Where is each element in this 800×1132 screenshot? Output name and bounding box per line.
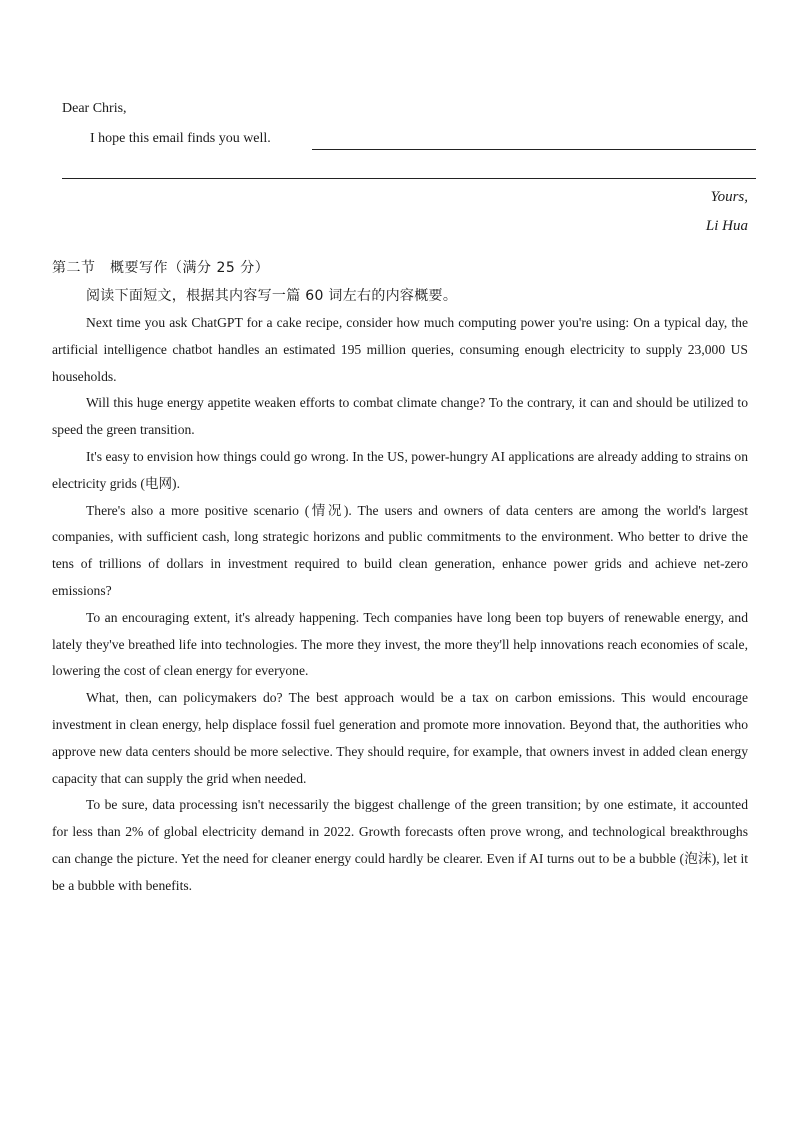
letter-closing: Yours, [710,189,748,205]
passage-paragraph: To an encouraging extent, it's already happening. Tech companies have long been top buyers of renewable energy, and lately they've breathed life into technologies. The more they invest, the more they'll help innovations reach economies of scale, lowering the cost of clean energy for everyone. [52,609,748,679]
passage-paragraph: Will this huge energy appetite weaken efforts to combat climate change? To the contrary, it can and should be utilized to speed the green transition. [52,395,748,438]
section-heading: 第二节 概要写作（满分 25 分） [52,260,270,276]
section-instruction: 阅读下面短文，根据其内容写一篇 60 词左右的内容概要。 [86,288,458,304]
reading-passage [52,310,748,900]
passage-paragraph: To be sure, data processing isn't necessarily the biggest challenge of the green transition; by one estimate, it accounted for less than 2% of global electricity demand in 2022. Growth forecasts often prove wrong, and technological breakthroughs can change the picture. Yet the need for cleaner energy could hardly be clearer. Even if AI turns out to be a bubble (泡沫), let it be a bubble with benefits. [52,797,748,893]
letter-greeting: Dear Chris, [62,101,127,116]
passage-paragraph: There's also a more positive scenario (情况). The users and owners of data centers are among the world's largest companies, with sufficient cash, long strategic horizons and public commitments to the environment. Who better to drive the tens of trillions of dollars in investment required to build clean generation, enhance power grids and achieve net-zero emissions? [52,502,748,598]
passage-paragraph: It's easy to envision how things could go wrong. In the US, power-hungry AI applications are already adding to strains on electricity grids (电网). [52,448,748,491]
letter-signature: Li Hua [705,218,748,234]
letter-opening-sentence: I hope this email finds you well. [90,131,271,146]
passage-paragraph: What, then, can policymakers do? The best approach would be a tax on carbon emissions. This would encourage investment in clean energy, help displace fossil fuel generation and promote more innovation. Beyond that, the authorities who approve new data centers should be more selective. They should require, for example, that owners invest in added clean energy capacity that can supply the grid when needed. [52,690,748,786]
writing-line [62,178,756,179]
passage-paragraph: Next time you ask ChatGPT for a cake recipe, consider how much computing power you're using: On a typical day, the artificial intelligence chatbot handles an estimated 195 million queries, consuming enough electricity to supply 23,000 US households. [52,315,748,384]
writing-line [312,149,756,150]
